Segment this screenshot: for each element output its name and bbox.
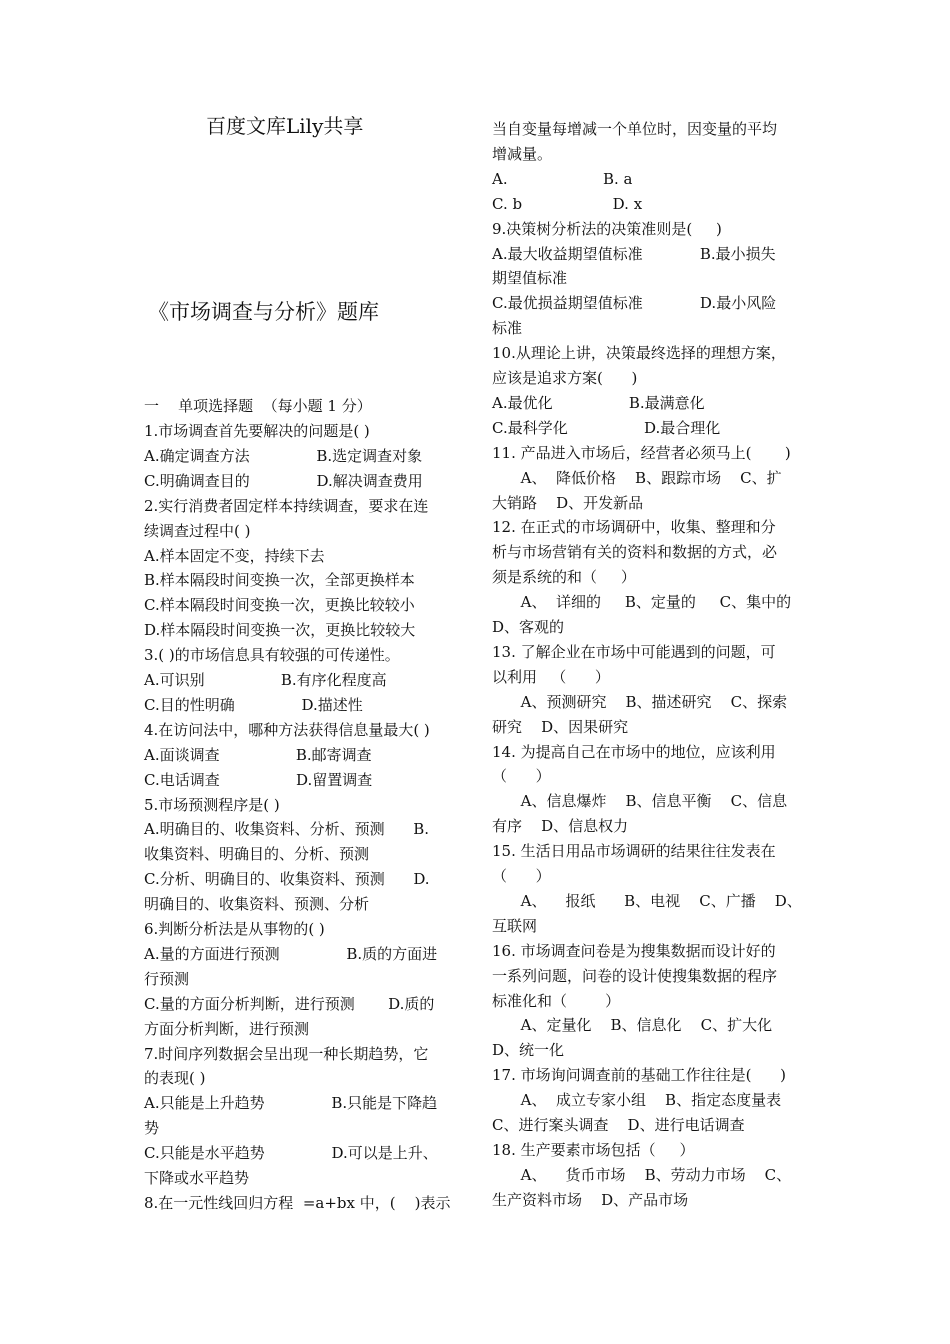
text-line: A、定量化 B、信息化 C、扩大化 <box>492 1016 773 1035</box>
text-line: 方面分析判断，进行预测 <box>144 1019 310 1038</box>
text-line: 收集资料、明确目的、分析、预测 <box>144 845 370 864</box>
text-line: 生产资料市场 D、产品市场 <box>492 1190 689 1209</box>
text-line: 下降或水平趋势 <box>144 1169 250 1187</box>
text-line: A、预测研究 B、描述研究 C、探索 <box>492 692 788 711</box>
text-line: 明确目的、收集资料、预测、分析 <box>144 895 370 914</box>
text-line: 须是系统的和（ ） <box>492 568 636 587</box>
text-line: 标准 <box>492 319 523 338</box>
text-line: 增减量。 <box>492 144 553 163</box>
text-line: 2.实行消费者固定样本持续调查，要求在连 <box>144 496 429 515</box>
text-line: D.样本隔段时间变换一次，更换比较较大 <box>144 621 416 640</box>
text-line: B.样本隔段时间变换一次，全部更换样本 <box>144 571 415 590</box>
text-line: 18. 生产要素市场包括（ ） <box>492 1140 695 1159</box>
text-line: C、进行案头调查 D、进行电话调查 <box>492 1116 745 1134</box>
text-line: 1.市场调查首先要解决的问题是( ) <box>144 422 370 440</box>
text-line: 势 <box>144 1119 160 1138</box>
text-line: D、统一化 <box>492 1041 565 1060</box>
text-line: 标准化和（ ） <box>492 991 621 1010</box>
text-line: （ ） <box>492 767 551 786</box>
text-line: A、信息爆炸 B、信息平衡 C、信息 <box>492 792 788 811</box>
text-line: A. B. a <box>492 169 633 188</box>
text-line: C.分析、明确目的、收集资料、预测 D. <box>144 870 430 889</box>
text-line: A.可识别 B.有序化程度高 <box>144 671 387 689</box>
text-line: 8.在一元性线回归方程 =a+bx 中，( )表示 <box>144 1193 451 1212</box>
page-header: 百度文库Lily共享 <box>206 114 364 138</box>
section-heading: 一 单项选择题 （每小题 1 分） <box>144 397 372 415</box>
text-line: 以利用 （ ） <box>492 667 610 686</box>
text-line: （ ） <box>492 867 551 885</box>
text-line: C.样本隔段时间变换一次，更换比较较小 <box>144 596 415 615</box>
text-line: 析与市场营销有关的资料和数据的方式，必 <box>492 543 778 562</box>
text-line: A、 成立专家小组 B、指定态度量表 <box>492 1091 782 1110</box>
text-line: 12. 在正式的市场调研中，收集、整理和分 <box>492 518 776 537</box>
text-line: 行预测 <box>144 969 190 988</box>
text-line: 有序 D、信息权力 <box>492 817 629 836</box>
text-line: C.量的方面分析判断，进行预测 D.质的 <box>144 994 435 1013</box>
text-line: C.目的性明确 D.描述性 <box>144 695 363 714</box>
text-line: 16. 市场调查问卷是为搜集数据而设计好的 <box>492 941 776 960</box>
text-line: 15. 生活日用品市场调研的结果往往发表在 <box>492 842 776 861</box>
text-line: 互联网 <box>492 916 538 935</box>
text-line: 6.判断分析法是从事物的( ) <box>144 920 325 938</box>
text-line: A.量的方面进行预测 B.质的方面进 <box>144 944 438 963</box>
text-line: 3.( )的市场信息具有较强的可传递性。 <box>144 646 400 665</box>
text-line: 5.市场预测程序是( ) <box>144 795 280 814</box>
text-line: A.样本固定不变，持续下去 <box>144 546 325 565</box>
text-line: C.最优损益期望值标准 D.最小风险 <box>492 294 777 313</box>
text-line: C. b D. x <box>492 194 643 213</box>
text-line: C.电话调查 D.留置调查 <box>144 770 373 789</box>
text-line: 续调查过程中( ) <box>144 521 251 540</box>
text-line: A.确定调查方法 B.选定调查对象 <box>144 446 423 465</box>
text-line: 14. 为提高自己在市场中的地位，应该利用 <box>492 742 776 761</box>
text-line: A、 详细的 B、定量的 C、集中的 <box>492 593 792 612</box>
text-line: 的表现( ) <box>144 1069 206 1088</box>
text-line: A.明确目的、收集资料、分析、预测 B. <box>144 820 430 839</box>
text-line: A.只能是上升趋势 B.只能是下降趋 <box>144 1094 438 1113</box>
text-line: 13. 了解企业在市场中可能遇到的问题，可 <box>492 642 776 661</box>
text-line: 研究 D、因果研究 <box>492 717 629 736</box>
text-line: 应该是追求方案( ) <box>492 369 638 387</box>
text-line: 当自变量每增减一个单位时，因变量的平均 <box>492 120 778 138</box>
text-line: D、客观的 <box>492 618 565 636</box>
text-line: 一系列问题，问卷的设计使搜集数据的程序 <box>492 966 778 985</box>
text-line: 10.从理论上讲，决策最终选择的理想方案， <box>492 344 786 363</box>
text-line: 11. 产品进入市场后，经营者必须马上( ) <box>492 443 791 462</box>
text-line: A.面谈调查 B.邮寄调查 <box>144 745 372 764</box>
text-line: 17. 市场询问调查前的基础工作往往是( ) <box>492 1066 786 1085</box>
text-line: A.最优化 B.最满意化 <box>492 393 705 412</box>
document-title: 《市场调查与分析》题库 <box>148 300 379 324</box>
text-line: A、 报纸 B、电视 C、广播 D、 <box>492 891 802 910</box>
text-line: A、 货币市场 B、劳动力市场 C、 <box>492 1165 792 1184</box>
text-line: A、 降低价格 B、跟踪市场 C、扩 <box>492 468 782 487</box>
text-line: 4.在访问法中，哪种方法获得信息量最大( ) <box>144 720 430 739</box>
text-line: C.最科学化 D.最合理化 <box>492 418 721 437</box>
text-line: C.明确调查目的 D.解决调查费用 <box>144 471 423 490</box>
text-line: 期望值标准 <box>492 269 568 288</box>
text-line: A.最大收益期望值标准 B.最小损失 <box>492 244 776 263</box>
text-line: 大销路 D、开发新品 <box>492 493 644 512</box>
text-line: 9.决策树分析法的决策准则是( ) <box>492 219 722 238</box>
text-line: C.只能是水平趋势 D.可以是上升、 <box>144 1144 438 1163</box>
text-line: 7.时间序列数据会呈出现一种长期趋势，它 <box>144 1044 429 1063</box>
